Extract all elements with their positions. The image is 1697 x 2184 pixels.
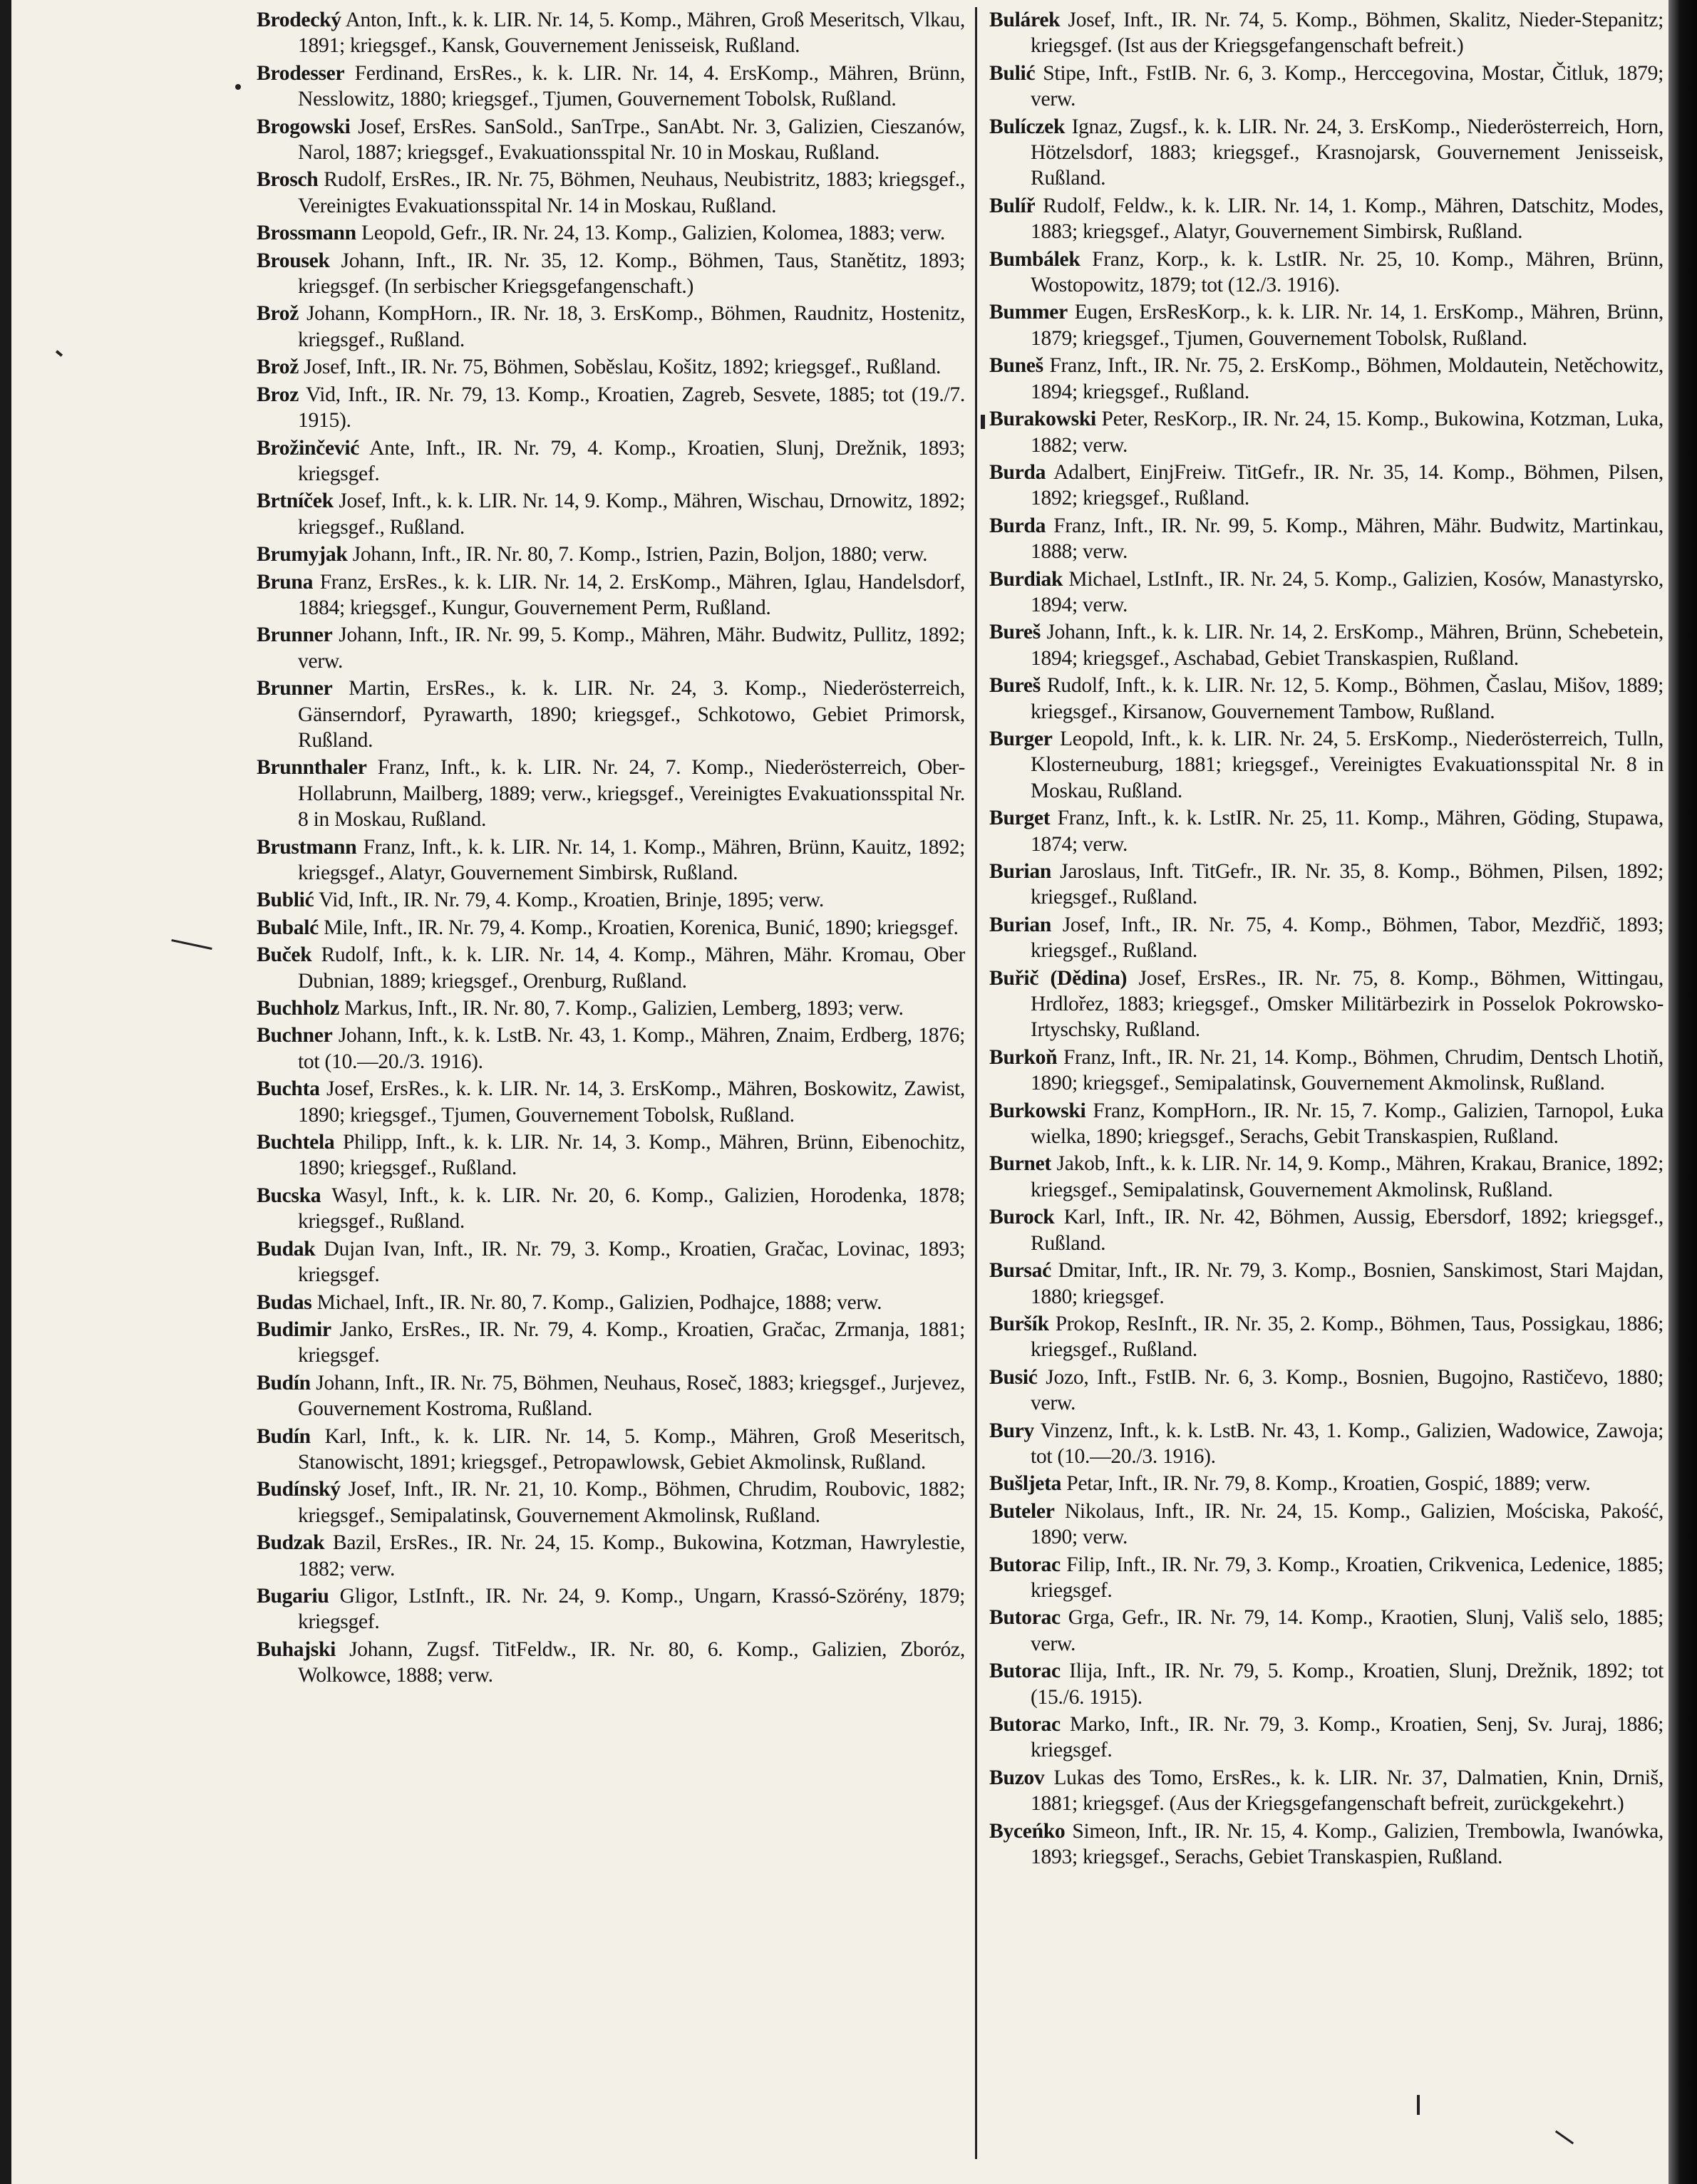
register-entry (989, 1045, 1664, 1097)
entry-details: Johann, KompHorn., IR. Nr. 18, 3. ErsKomp., Böhmen, Raudnitz, Hostenitz, kriegsgef., Rußland. (298, 302, 965, 351)
entry-details: Marko, Inft., IR. Nr. 79, 3. Komp., Kroatien, Senj, Sv. Juraj, 1886; kriegsgef. (1031, 1713, 1664, 1762)
entry-details: Franz, Inft., IR. Nr. 21, 14. Komp., Böhmen, Chrudim, Dentsch Lhotiň, 1890; kriegsgef., Semipalatinsk, Gouvernement Akmolinsk, Rußland. (1031, 1045, 1664, 1095)
register-entry (989, 61, 1664, 113)
entry-details: Franz, Inft., k. k. LstIR. Nr. 25, 11. Komp., Mähren, Göding, Stupawa, 1874; verw. (1031, 807, 1664, 856)
entry-surname: Bušljeta (989, 1472, 1062, 1496)
register-entry (257, 1424, 965, 1476)
entry-surname: Burda (989, 514, 1046, 537)
entry-surname: Burget (989, 807, 1051, 830)
entry-surname: Bruna (257, 570, 314, 594)
entry-surname: Bulić (989, 61, 1036, 85)
register-entry (257, 248, 965, 300)
register-entry (989, 513, 1664, 565)
entry-surname: Buhajski (257, 1637, 336, 1661)
entry-surname: Bursać (989, 1259, 1051, 1283)
entry-surname: Buteler (989, 1499, 1055, 1523)
scan-speck (235, 84, 241, 90)
entry-surname: Butorac (989, 1606, 1061, 1630)
entry-surname: Buchholz (257, 997, 340, 1020)
entry-details: Johann, Inft., IR. Nr. 80, 7. Komp., Istrien, Pazin, Boljon, 1880; verw. (347, 543, 928, 566)
register-entry (989, 1151, 1664, 1203)
entry-details: Ignaz, Zugsf., k. k. LIR. Nr. 24, 3. ErsKomp., Niederösterreich, Horn, Hötzelsdorf, 1883; kriegsgef., Krasnojarsk, Gouvernement Jenisseisk, Rußland. (1031, 115, 1664, 190)
register-entry (257, 942, 965, 994)
entry-details: Franz, ErsRes., k. k. LIR. Nr. 14, 2. ErsKomp., Mähren, Iglau, Handelsdorf, 1884; kriegsgef., Kungur, Gouvernement Perm, Rußland. (298, 570, 965, 619)
entry-surname: Budak (257, 1237, 316, 1261)
entry-details: Josef, Inft., IR. Nr. 75, Böhmen, Soběslau, Košitz, 1892; kriegsgef., Rußland. (299, 356, 942, 379)
register-entry (257, 1530, 965, 1582)
entry-surname: Burnet (989, 1152, 1051, 1176)
entry-surname: Butorac (989, 1660, 1061, 1683)
register-entry (257, 1023, 965, 1075)
register-entry (989, 1765, 1664, 1817)
entry-surname: Bureš (989, 621, 1041, 644)
entry-surname: Bugariu (257, 1584, 329, 1608)
entry-surname: Budín (257, 1371, 311, 1394)
entry-surname: Burdiak (989, 567, 1063, 591)
register-entry (989, 1658, 1664, 1710)
register-entry (257, 435, 965, 487)
right-column (986, 7, 1664, 2173)
register-entry (989, 353, 1664, 405)
register-entry (257, 1476, 965, 1528)
scan-speck (56, 350, 63, 356)
entry-details: Grga, Gefr., IR. Nr. 79, 14. Komp., Kraotien, Slunj, Vališ selo, 1885; verw. (1031, 1606, 1664, 1655)
entry-details: Leopold, Gefr., IR. Nr. 24, 13. Komp., Galizien, Kolomea, 1883; verw. (356, 222, 945, 245)
entry-details: Janko, ErsRes., IR. Nr. 79, 4. Komp., Kroatien, Gračac, Zrmanja, 1881; kriegsgef. (298, 1318, 965, 1367)
entry-surname: Bulíř (989, 194, 1036, 217)
register-entry (989, 673, 1664, 725)
entry-details: Gligor, LstInft., IR. Nr. 24, 9. Komp., Ungarn, Krassó-Szörény, 1879; kriegsgef. (298, 1584, 965, 1634)
entry-details: Dujan Ivan, Inft., IR. Nr. 79, 3. Komp., Kroatien, Gračac, Lovinac, 1893; kriegsgef. (298, 1237, 965, 1287)
entry-surname: Bumbálek (989, 247, 1080, 271)
register-entry (989, 805, 1664, 857)
entry-surname: Brodecký (257, 9, 341, 31)
entry-surname: Burakowski (989, 408, 1096, 431)
entry-surname: Brousek (257, 249, 330, 272)
register-entry (989, 1712, 1664, 1764)
entry-details: Anton, Inft., k. k. LIR. Nr. 14, 5. Komp., Mähren, Groß Meseritsch, Vlkau, 1891; kriegsgef., Kansk, Gouvernement Jenisseisk, Rußland. (298, 9, 965, 58)
entry-details: Eugen, ErsResKorp., k. k. LIR. Nr. 14, 1. ErsKomp., Mähren, Brünn, 1879; kriegsgef., Tjumen, Gouvernement Tobolsk, Rußland. (1031, 301, 1664, 350)
register-entry (989, 966, 1664, 1043)
entry-surname: Buřič (Dědina) (989, 966, 1128, 990)
register-entry (989, 566, 1664, 619)
register-entry (257, 1076, 965, 1128)
entry-details: Rudolf, Inft., k. k. LIR. Nr. 14, 4. Komp., Mähren, Mähr. Kromau, Ober Dubnian, 1889; kriegsgef., Orenburg, Rußland. (298, 943, 965, 993)
entry-details: Franz, Korp., k. k. LstIR. Nr. 25, 10. Komp., Mähren, Brünn, Wostopowitz, 1879; tot (12./3. 1916). (1031, 247, 1664, 297)
register-entry (257, 995, 965, 1021)
entry-surname: Budín (257, 1424, 311, 1448)
scan-speck (171, 939, 212, 950)
entry-details: Johann, Inft., IR. Nr. 35, 12. Komp., Böhmen, Taus, Stanětitz, 1893; kriegsgef. (In serbischer Kriegsgefangenschaft.) (298, 249, 965, 299)
entry-details: Karl, Inft., IR. Nr. 42, Böhmen, Aussig, Ebersdorf, 1892; kriegsgef., Rußland. (1031, 1206, 1664, 1255)
register-entry (257, 1317, 965, 1369)
register-entry (989, 247, 1664, 299)
register-entry (257, 1290, 965, 1315)
entry-surname: Bureš (989, 674, 1041, 698)
entry-details: Ilija, Inft., IR. Nr. 79, 5. Komp., Kroatien, Slunj, Drežnik, 1892; tot (15./6. 1915). (1031, 1660, 1664, 1709)
entry-details: Vinzenz, Inft., k. k. LstB. Nr. 43, 1. Komp., Galizien, Wadowice, Zawoja; tot (10.—20./3. 1916). (1031, 1419, 1664, 1468)
entry-surname: Burger (989, 727, 1053, 750)
register-entry (989, 1258, 1664, 1310)
register-entry (257, 887, 965, 913)
entry-details: Franz, Inft., IR. Nr. 99, 5. Komp., Mähren, Mähr. Budwitz, Martinkau, 1888; verw. (1031, 514, 1664, 564)
register-entry (257, 1583, 965, 1635)
entry-surname: Burda (989, 460, 1046, 484)
entry-surname: Burock (989, 1206, 1055, 1229)
entry-surname: Bucska (257, 1184, 321, 1207)
entry-surname: Burkoň (989, 1045, 1058, 1069)
register-entry (257, 755, 965, 832)
entry-details: Josef, Inft., IR. Nr. 21, 10. Komp., Böhmen, Chrudim, Roubovic, 1882; kriegsgef., Semipalatinsk, Gouvernement Akmolinsk, Rußland. (298, 1478, 965, 1527)
entry-details: Ante, Inft., IR. Nr. 79, 4. Komp., Kroatien, Slunj, Drežnik, 1893; kriegsgef. (298, 436, 965, 485)
entry-details: Johann, Inft., IR. Nr. 75, Böhmen, Neuhaus, Roseč, 1883; kriegsgef., Jurjevez, Gouvernement Kostroma, Rußland. (298, 1371, 965, 1421)
entry-surname: Buršík (989, 1312, 1049, 1335)
entry-details: Johann, Inft., IR. Nr. 99, 5. Komp., Mähren, Mähr. Budwitz, Pullitz, 1892; verw. (298, 623, 965, 673)
entry-details: Josef, ErsRes., IR. Nr. 75, 8. Komp., Böhmen, Wittingau, Hrdlořez, 1883; kriegsgef., Omsker Militärbezirk in Posselok Pokrowsko-Irtyschsky, Rußland. (1031, 966, 1664, 1042)
entry-surname: Buchta (257, 1077, 320, 1101)
register-entry (989, 1605, 1664, 1657)
register-entry (989, 1311, 1664, 1363)
register-entry (989, 7, 1664, 59)
entry-surname: Burkowski (989, 1099, 1086, 1122)
register-entry (257, 915, 965, 941)
entry-details: Franz, Inft., k. k. LIR. Nr. 14, 1. Komp., Mähren, Brünn, Kauitz, 1892; kriegsgef., Alatyr, Gouvernement Simbirsk, Rußland. (298, 835, 965, 884)
entry-surname: Bury (989, 1419, 1034, 1442)
entry-surname: Burian (989, 860, 1052, 883)
register-entry (989, 1552, 1664, 1604)
entry-surname: Buček (257, 943, 312, 967)
register-entry (989, 859, 1664, 911)
entry-details: Martin, ErsRes., k. k. LIR. Nr. 24, 3. Komp., Niederösterreich, Gänserndorf, Pyrawarth, 1890; kriegsgef., Schkotowo, Gebiet Primorsk, Rußland. (298, 677, 965, 752)
register-entry (257, 1236, 965, 1288)
entry-details: Dmitar, Inft., IR. Nr. 79, 3. Komp., Bosnien, Sanskimost, Stari Majdan, 1880; kriegsgef. (1031, 1259, 1664, 1308)
entry-details: Stipe, Inft., FstIB. Nr. 6, 3. Komp., Herccegovina, Mostar, Čitluk, 1879; verw. (1031, 61, 1664, 111)
entry-surname: Bummer (989, 301, 1068, 324)
register-entry (257, 1370, 965, 1422)
register-entry (989, 1204, 1664, 1256)
register-entry (989, 1471, 1664, 1496)
entry-surname: Bubalć (257, 916, 319, 939)
entry-surname: Brunner (257, 623, 333, 647)
register-entry (257, 622, 965, 674)
entry-details: Rudolf, Feldw., k. k. LIR. Nr. 14, 1. Komp., Mähren, Datschitz, Modes, 1883; kriegsgef., Alatyr, Gouvernement Simbirsk, Rußland. (1031, 194, 1664, 244)
entry-details: Franz, Inft., IR. Nr. 75, 2. ErsKomp., Böhmen, Moldautein, Netěchowitz, 1894; kriegsgef., Rußland. (1031, 354, 1664, 403)
entry-details: Vid, Inft., IR. Nr. 79, 4. Komp., Kroatien, Brinje, 1895; verw. (314, 889, 824, 912)
register-entry (257, 167, 965, 219)
register-entry (257, 61, 965, 113)
entry-surname: Broz (257, 383, 299, 406)
entry-surname: Budimir (257, 1318, 331, 1341)
entry-surname: Butorac (989, 1553, 1061, 1576)
register-entry (989, 1418, 1664, 1470)
entry-surname: Budas (257, 1290, 312, 1314)
register-entry (989, 460, 1664, 512)
entry-surname: Brodesser (257, 61, 345, 85)
register-entry (257, 220, 965, 246)
register-entry (257, 114, 965, 166)
entry-details: Mile, Inft., IR. Nr. 79, 4. Komp., Kroatien, Korenica, Bunić, 1890; kriegsgef. (319, 916, 959, 939)
entry-details: Ferdinand, ErsRes., k. k. LIR. Nr. 14, 4. ErsKomp., Mähren, Brünn, Nesslowitz, 1880; kriegsgef., Tjumen, Gouvernement Tobolsk, Rußland. (298, 61, 965, 111)
register-entry (989, 406, 1664, 458)
register-entry (989, 299, 1664, 351)
register-entry (989, 114, 1664, 192)
register-entry (989, 912, 1664, 964)
entry-details: Adalbert, EinjFreiw. TitGefr., IR. Nr. 35, 14. Komp., Böhmen, Pilsen, 1892; kriegsgef., Rußland. (1031, 460, 1664, 510)
entry-surname: Bulíczek (989, 115, 1066, 138)
entry-details: Josef, Inft., k. k. LIR. Nr. 14, 9. Komp., Mähren, Wischau, Drnowitz, 1892; kriegsgef., Rußland. (298, 490, 965, 539)
entry-surname: Budzak (257, 1531, 325, 1555)
register-entry (257, 834, 965, 886)
register-entry (989, 1098, 1664, 1150)
entry-surname: Brunner (257, 677, 333, 700)
register-entry (989, 1818, 1664, 1870)
entry-details: Bazil, ErsRes., IR. Nr. 24, 15. Komp., Bukowina, Kotzman, Hawrylestie, 1882; verw. (298, 1531, 965, 1580)
entry-surname: Brunnthaler (257, 756, 367, 780)
entry-details: Michael, LstInft., IR. Nr. 24, 5. Komp., Galizien, Kosów, Manastyrsko, 1894; verw. (1031, 567, 1664, 616)
entry-details: Vid, Inft., IR. Nr. 79, 13. Komp., Kroatien, Zagreb, Sesvete, 1885; tot (19./7. 1915). (298, 383, 965, 433)
entry-details: Josef, ErsRes. SanSold., SanTrpe., SanAbt. Nr. 3, Galizien, Cieszanów, Narol, 1887; kriegsgef., Evakuationsspital Nr. 10 in Moskau, Rußland. (298, 115, 965, 165)
entry-details: Philipp, Inft., k. k. LIR. Nr. 14, 3. Komp., Mähren, Brünn, Eibenochitz, 1890; kriegsgef., Rußland. (298, 1131, 965, 1180)
register-entry (989, 619, 1664, 671)
entry-surname: Budínský (257, 1478, 341, 1501)
entry-details: Josef, Inft., IR. Nr. 74, 5. Komp., Böhmen, Skalitz, Nieder-Stepanitz; kriegsgef. (Ist aus der Kriegsgefangenschaft befreit.) (1031, 9, 1664, 58)
entry-surname: Buneš (989, 354, 1043, 378)
entry-details: Nikolaus, Inft., IR. Nr. 24, 15. Komp., Galizien, Mościska, Pakość, 1890; verw. (1031, 1499, 1664, 1549)
entry-details: Filip, Inft., IR. Nr. 79, 3. Komp., Kroatien, Crikvenica, Ledenice, 1885; kriegsgef. (1031, 1553, 1664, 1602)
entry-surname: Brtníček (257, 490, 334, 513)
entry-surname: Burian (989, 913, 1052, 936)
entry-details: Leopold, Inft., k. k. LIR. Nr. 24, 5. ErsKomp., Niederösterreich, Tulln, Klosterneuburg, 1881; kriegsgef., Vereinigtes Evakuationsspital Nr. 8 in Moskau, Rußland. (1031, 727, 1664, 802)
entry-surname: Brogowski (257, 115, 351, 138)
entry-details: Jaroslaus, Inft. TitGefr., IR. Nr. 35, 8. Komp., Böhmen, Pilsen, 1892; kriegsgef., Rußland. (1031, 860, 1664, 909)
register-entry (257, 1183, 965, 1235)
entry-details: Josef, Inft., IR. Nr. 75, 4. Komp., Böhmen, Tabor, Mezdřič, 1893; kriegsgef., Rußland. (1031, 913, 1664, 963)
entry-surname: Brožinčević (257, 436, 360, 460)
register-entry (257, 301, 965, 353)
register-entry (257, 1129, 965, 1181)
entry-surname: Brož (257, 356, 299, 379)
entry-surname: Brossmann (257, 222, 356, 245)
entry-surname: Byceńko (989, 1819, 1066, 1843)
entry-details: Lukas des Tomo, ErsRes., k. k. LIR. Nr. 37, Dalmatien, Knin, Drniš, 1881; kriegsgef. (Aus der Kriegsgefangenschaft befreit, zurückgekehrt.) (1031, 1766, 1664, 1816)
entry-details: Karl, Inft., k. k. LIR. Nr. 14, 5. Komp., Mähren, Groß Meseritsch, Stanowischt, 1891; kriegsgef., Petropawlowsk, Gebiet Akmolinsk, Rußland. (298, 1424, 965, 1474)
register-entry (989, 1499, 1664, 1551)
entry-details: Michael, Inft., IR. Nr. 80, 7. Komp., Galizien, Podhajce, 1888; verw. (311, 1290, 882, 1314)
register-entry (257, 676, 965, 753)
entry-surname: Buzov (989, 1766, 1045, 1789)
scan-edge-right (1668, 0, 1697, 2184)
entry-details: Johann, Zugsf. TitFeldw., IR. Nr. 80, 6. Komp., Galizien, Zboróz, Wolkowce, 1888; verw. (298, 1637, 965, 1687)
entry-details: Peter, ResKorp., IR. Nr. 24, 15. Komp., Bukowina, Kotzman, Luka, 1882; verw. (1031, 408, 1664, 457)
register-entry (257, 382, 965, 434)
register-entry (257, 488, 965, 540)
register-entry (257, 7, 965, 59)
entry-details: Wasyl, Inft., k. k. LIR. Nr. 20, 6. Komp., Galizien, Horodenka, 1878; kriegsgef., Rußland. (298, 1184, 965, 1233)
left-column (257, 7, 971, 2173)
register-entry (257, 1637, 965, 1689)
entry-details: Rudolf, ErsRes., IR. Nr. 75, Böhmen, Neuhaus, Neubistritz, 1883; kriegsgef., Vereinigtes Evakuationsspital Nr. 14 in Moskau, Rußland. (298, 168, 965, 217)
entry-details: Rudolf, Inft., k. k. LIR. Nr. 12, 5. Komp., Böhmen, Časlau, Mišov, 1889; kriegsgef., Kirsanow, Gouvernement Tambow, Rußland. (1031, 674, 1664, 723)
register-entry (257, 569, 965, 621)
entry-surname: Brož (257, 302, 299, 326)
entry-details: Petar, Inft., IR. Nr. 79, 8. Komp., Kroatien, Gospić, 1889; verw. (1061, 1472, 1591, 1496)
register-entry (257, 354, 965, 380)
entry-surname: Brosch (257, 168, 319, 192)
entry-details: Josef, ErsRes., k. k. LIR. Nr. 14, 3. ErsKomp., Mähren, Boskowitz, Zawist, 1890; kriegsgef., Tjumen, Gouvernement Tobolsk, Rußland. (298, 1077, 965, 1127)
entry-details: Franz, Inft., k. k. LIR. Nr. 24, 7. Komp., Niederösterreich, Ober-Hollabrunn, Mailberg, 1889; verw., kriegsgef., Vereinigtes Evakuationsspital Nr. 8 in Moskau, Rußland. (298, 756, 965, 832)
entry-surname: Bublić (257, 889, 314, 912)
register-entry (989, 193, 1664, 245)
column-divider (975, 7, 977, 2159)
scan-speck (981, 415, 985, 429)
entry-details: Simeon, Inft., IR. Nr. 15, 4. Komp., Galizien, Trembowla, Iwanówka, 1893; kriegsgef., Serachs, Gebiet Transkaspien, Rußland. (1031, 1819, 1664, 1869)
entry-surname: Buchner (257, 1024, 333, 1047)
entry-surname: Busić (989, 1365, 1038, 1389)
entry-details: Johann, Inft., k. k. LstB. Nr. 43, 1. Komp., Mähren, Znaim, Erdberg, 1876; tot (10.—20./3. 1916). (298, 1024, 965, 1073)
register-entry (989, 1365, 1664, 1417)
entry-details: Johann, Inft., k. k. LIR. Nr. 14, 2. ErsKomp., Mähren, Brünn, Schebetein, 1894; kriegsgef., Aschabad, Gebiet Transkaspien, Rußland. (1031, 621, 1664, 670)
entry-surname: Butorac (989, 1713, 1061, 1736)
entry-details: Jakob, Inft., k. k. LIR. Nr. 14, 9. Komp., Mähren, Krakau, Branice, 1892; kriegsgef., Semipalatinsk, Gouvernement Akmolinsk, Rußland. (1031, 1152, 1664, 1201)
entry-details: Prokop, ResInft., IR. Nr. 35, 2. Komp., Böhmen, Taus, Possigkau, 1886; kriegsgef., Rußland. (1031, 1312, 1664, 1362)
entry-surname: Bulárek (989, 9, 1061, 31)
scan-speck (1417, 2095, 1420, 2115)
entry-surname: Brustmann (257, 835, 357, 859)
entry-surname: Buchtela (257, 1131, 335, 1154)
entry-details: Jozo, Inft., FstIB. Nr. 6, 3. Komp., Bosnien, Bugojno, Rastičevo, 1880; verw. (1031, 1365, 1664, 1415)
entry-surname: Brumyjak (257, 543, 348, 566)
entry-details: Markus, Inft., IR. Nr. 80, 7. Komp., Galizien, Lemberg, 1893; verw. (339, 997, 904, 1020)
entry-details: Franz, KompHorn., IR. Nr. 15, 7. Komp., Galizien, Tarnopol, Łuka wielka, 1890; kriegsgef., Serachs, Gebit Transkaspien, Rußland. (1031, 1099, 1664, 1149)
register-entry (989, 726, 1664, 804)
register-entry (257, 542, 965, 567)
scan-edge-left (0, 0, 11, 2184)
